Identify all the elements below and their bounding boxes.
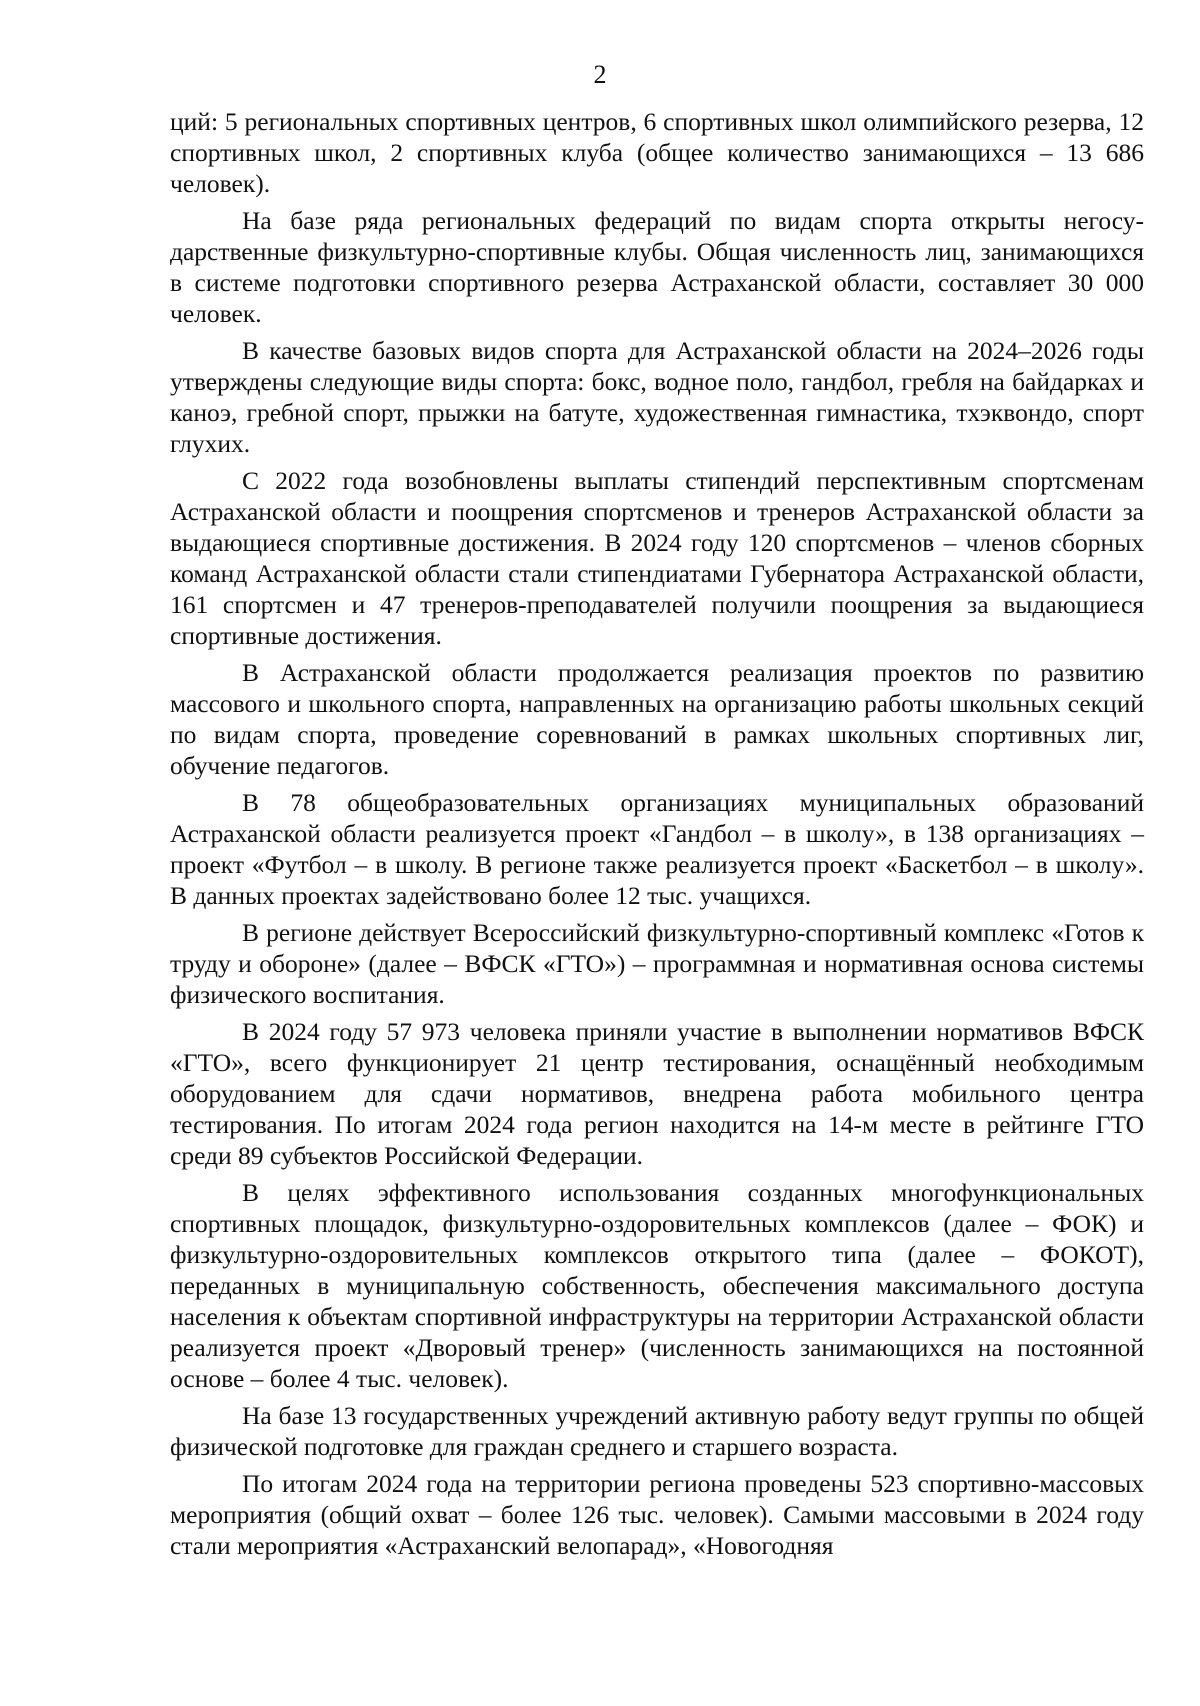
- paragraph-8: В 2024 году 57 973 человека приняли участие в выполнении нормативов ВФСК «ГТО», всего функционирует 21 центр тестирования, оснащённый необходимым оборудованием для сдачи нормативов, внедрена работа мобильного центра тестирования. По итогам 2024 года регион находится на 14-м месте в рейтинге ГТО среди 89 субъектов Российской Федерации.: [170, 1017, 1144, 1170]
- paragraph-7: В регионе действует Всероссийский физкультурно-спортивный комплекс «Готов к труду и обороне» (далее – ВФСК «ГТО») – программная и нормативная основа системы физического воспитания.: [170, 918, 1144, 1009]
- paragraph-2: На базе ряда региональных федераций по видам спорта открыты негосударственные физкультурно-спортивные клубы. Общая численность лиц, занимающихся в системе подготовки спортивного резерва Астраханской области, составляет 30 000 человек.: [170, 206, 1144, 328]
- paragraph-10: На базе 13 государственных учреждений активную работу ведут группы по общей физической подготовке для граждан среднего и старшего возраста.: [170, 1401, 1144, 1461]
- paragraph-5: В Астраханской области продолжается реализация проектов по развитию массового и школьного спорта, направленных на организацию работы школьных секций по видам спорта, проведение соревнований в рамках школьных спортивных лиг, обучение педагогов.: [170, 658, 1144, 780]
- document-body: [170, 106, 1144, 1567]
- paragraph-3: В качестве базовых видов спорта для Астраханской области на 2024–2026 годы утверждены следующие виды спорта: бокс, водное поло, гандбол, гребля на байдарках и каноэ, гребной спорт, прыжки на батуте, художественная гимнастика, тхэквондо, спорт глухих.: [170, 336, 1144, 458]
- page-number: 2: [593, 60, 607, 89]
- paragraph-1: ций: 5 региональных спортивных центров, 6 спортивных школ олимпийского резерва, 12 спортивных школ, 2 спортивных клуба (общее количество занимающихся – 13 686 человек).: [170, 107, 1144, 198]
- paragraph-9: В целях эффективного использования созданных многофункциональных спортивных площадок, физкультурно-оздоровительных комплексов (далее – ФОК) и физкультурно-оздоровительных комплексов открытого типа (далее – ФОКОТ), переданных в муниципальную собственность, обеспечения максимального доступа населения к объектам спортивной инфраструктуры на территории Астраханской области реализуется проект «Дворовый тренер» (численность занимающихся на постоянной основе – более 4 тыс. человек).: [170, 1178, 1144, 1393]
- paragraph-6: В 78 общеобразовательных организациях муниципальных образований Астраханской области реализуется проект «Гандбол – в школу», в 138 организациях – проект «Футбол – в школу. В регионе также реализуется проект «Баскетбол – в школу». В данных проектах задействовано более 12 тыс. учащихся.: [170, 788, 1144, 910]
- paragraph-11: По итогам 2024 года на территории региона проведены 523 спортивно-массовых мероприятия (общий охват – более 126 тыс. человек). Самыми массовыми в 2024 году стали мероприятия «Астраханский велопарад», «Новогодняя: [170, 1469, 1144, 1560]
- paragraph-4: С 2022 года возобновлены выплаты стипендий перспективным спортсменам Астраханской области и поощрения спортсменов и тренеров Астраханской области за выдающиеся спортивные достижения. В 2024 году 120 спортсменов – членов сборных команд Астраханской области стали стипендиатами Губернатора Астраханской области, 161 спортсмен и 47 тренеров-преподавателей получили поощрения за выдающиеся спортивные достижения.: [170, 466, 1144, 650]
